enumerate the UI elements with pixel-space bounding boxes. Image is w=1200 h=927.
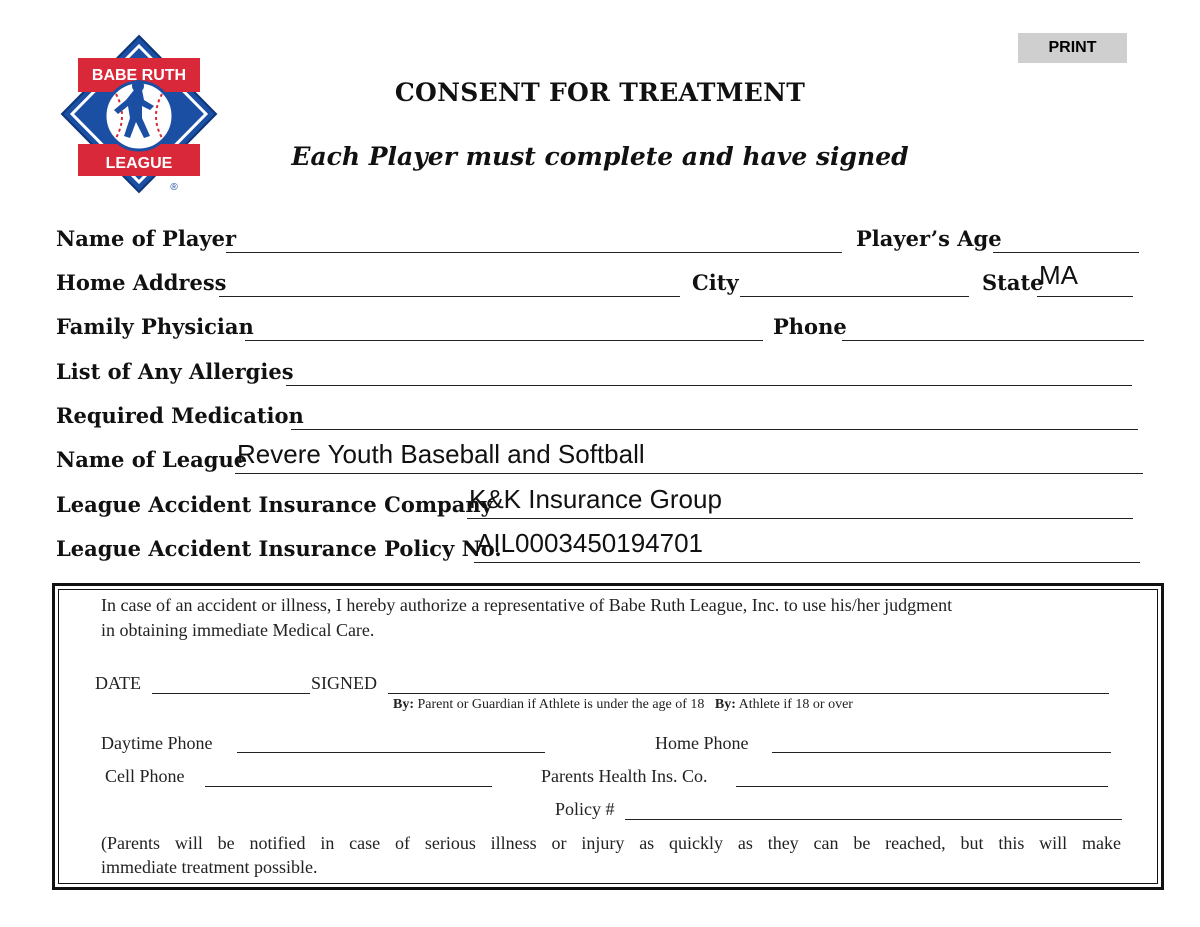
policy-label: Policy # <box>555 799 615 819</box>
league-name-field[interactable] <box>235 439 1143 474</box>
player-name-label: Name of Player <box>56 226 237 251</box>
signer-note <box>393 697 853 713</box>
page-title: CONSENT FOR TREATMENT <box>394 78 806 107</box>
policy-no-field[interactable] <box>474 528 1140 563</box>
state-field[interactable] <box>1037 260 1133 297</box>
row-address <box>56 260 1146 295</box>
by-parent-text: Parent or Guardian if Athlete is under the age of 18 <box>417 697 705 712</box>
cell-phone-field[interactable] <box>205 785 492 787</box>
league-name-label: Name of League <box>56 447 248 472</box>
date-field[interactable] <box>152 692 310 694</box>
phone-label: Phone <box>773 314 847 339</box>
player-name-field[interactable] <box>226 226 842 253</box>
page-subtitle: Each Player must complete and have signed <box>291 142 909 171</box>
cell-phone-label: Cell Phone <box>105 766 185 786</box>
state-value: MA <box>1039 260 1078 290</box>
phone-field[interactable] <box>842 314 1144 341</box>
home-phone-label: Home Phone <box>655 733 749 753</box>
policy-no-value: AIL0003450194701 <box>476 528 704 558</box>
policy-no-label: League Accident Insurance Policy No. <box>56 536 502 561</box>
signature-field[interactable] <box>388 692 1109 694</box>
allergies-label: List of Any Allergies <box>56 359 294 384</box>
by-athlete-bold: By: <box>714 697 736 712</box>
family-physician-label: Family Physician <box>56 314 254 339</box>
insurance-company-value: K&K Insurance Group <box>469 484 722 514</box>
by-athlete-text: Athlete if 18 or over <box>738 697 853 712</box>
by-parent-bold: By: <box>393 697 414 712</box>
consent-statement-line2: in obtaining immediate Medical Care. <box>101 620 375 640</box>
row-physician <box>56 308 1148 338</box>
city-field[interactable] <box>740 270 969 297</box>
health-ins-field[interactable] <box>736 785 1108 787</box>
notice-line2: immediate treatment possible. <box>101 857 318 877</box>
row-allergies <box>56 353 1136 383</box>
home-address-label: Home Address <box>56 270 227 295</box>
babe-ruth-league-logo <box>58 32 220 197</box>
health-ins-label: Parents Health Ins. Co. <box>541 766 708 786</box>
home-address-field[interactable] <box>219 270 680 297</box>
date-label: DATE <box>95 673 141 693</box>
row-medication <box>56 397 1141 427</box>
league-name-value: Revere Youth Baseball and Softball <box>237 439 645 469</box>
insurance-company-label: League Accident Insurance Company <box>56 492 493 517</box>
allergies-field[interactable] <box>286 359 1132 386</box>
notice-line1: (Parents will be notified in case of serious illness or injury as quickly as they can be reached, but this will make <box>101 833 1121 853</box>
print-button[interactable]: PRINT <box>1018 33 1127 63</box>
signed-label: SIGNED <box>311 673 377 693</box>
row-insurance-company <box>56 486 1136 516</box>
insurance-company-field[interactable] <box>467 484 1133 519</box>
row-league <box>56 441 1144 471</box>
family-physician-field[interactable] <box>245 314 763 341</box>
daytime-phone-field[interactable] <box>237 751 545 753</box>
player-age-field[interactable] <box>993 226 1139 253</box>
row-policy <box>56 530 1142 560</box>
state-label: State <box>982 270 1044 295</box>
daytime-phone-label: Daytime Phone <box>101 733 213 753</box>
medication-field[interactable] <box>291 403 1138 430</box>
row-player <box>56 220 1146 250</box>
consent-statement-line1: In case of an accident or illness, I hereby authorize a representative of Babe Ruth League, Inc. to use his/her judgment <box>101 595 953 615</box>
home-phone-field[interactable] <box>772 751 1111 753</box>
city-label: City <box>692 270 739 295</box>
medication-label: Required Medication <box>56 403 304 428</box>
logo-top-text: BABE RUTH <box>91 67 187 84</box>
logo-bottom-text: LEAGUE <box>105 155 173 172</box>
policy-field[interactable] <box>625 818 1122 820</box>
logo-registered-mark: ® <box>170 182 178 193</box>
player-age-label: Player’s Age <box>856 226 1002 251</box>
